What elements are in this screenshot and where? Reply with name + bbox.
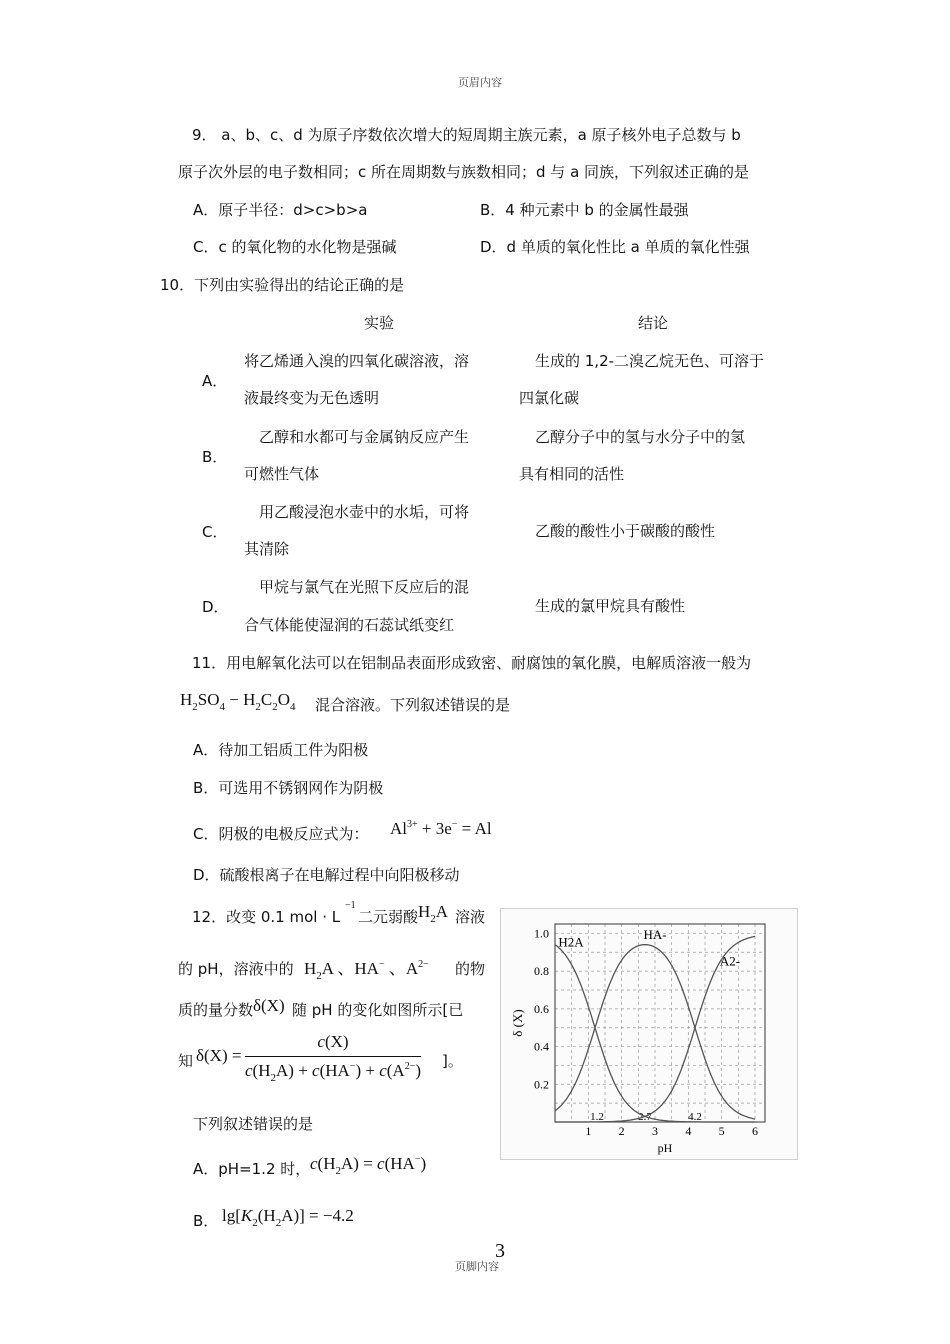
q9-option-d: D．d 单质的氧化性比 a 单质的氧化性强: [480, 238, 750, 256]
x-tick-label: 4.2: [688, 1111, 702, 1123]
chart-y-label: δ (X): [510, 1009, 525, 1037]
speciation-chart: [500, 908, 798, 1160]
y-tick-label: 1.0: [534, 926, 549, 941]
x-tick-label: 2.7: [638, 1111, 652, 1123]
q10-row-b-label: B．: [202, 448, 228, 466]
q12-line4b: ]。: [442, 1052, 463, 1070]
series-label-a2: A2-: [719, 953, 741, 969]
q9-line1: 9． a、b、c、d 为原子序数依次增大的短周期主族元素，a 原子核外电子总数与 b: [192, 126, 741, 144]
x-tick-label: 2: [618, 1124, 625, 1138]
q11-option-a: A．待加工铝质工件为阳极: [193, 741, 369, 759]
q10-row-a-exp1: 将乙烯通入溴的四氧化碳溶液，溶: [244, 352, 470, 370]
q9-option-b: B．4 种元素中 b 的金属性最强: [480, 201, 689, 219]
q10-row-c-exp1: 用乙酸浸泡水壶中的水垢，可将: [259, 503, 470, 521]
q10-row-c-con1: 乙酸的酸性小于碳酸的酸性: [535, 522, 716, 540]
q12-line3b: 随 pH 的变化如图所示[已: [292, 1001, 464, 1019]
q10-row-a-label: A．: [202, 372, 228, 390]
q9-option-c: C．c 的氧化物的水化物是强碱: [193, 238, 397, 256]
page-header: 页眉内容: [458, 76, 502, 89]
q12-delta-fraction: $\frac{c(X)}{c(H_2A) + c(HA^-) + c(A^{2-})}$: [245, 1032, 421, 1084]
q11-option-d: D．硫酸根离子在电解过程中向阳极移动: [193, 866, 460, 884]
q12-option-a-equation: $c(H_2A) = c(HA^-)$: [310, 1154, 427, 1177]
q11-electrolyte-formula: $H_2SO_4 - H_2C_2O_4$: [180, 690, 296, 713]
q10-row-b-con1: 乙醇分子中的氢与水分子中的氢: [535, 428, 746, 446]
q10-col-conclusion: 结论: [638, 314, 669, 332]
q12-species-formula: $H_2A$ 、HA− 、$A^{2-}$: [304, 959, 429, 982]
q10-row-b-con2: 具有相同的活性: [519, 465, 625, 483]
q11-option-c: C．阴极的电极反应式为：: [193, 825, 369, 843]
q12-option-b: B．: [193, 1212, 219, 1230]
q10-row-b-exp1: 乙醇和水都可与金属钠反应产生: [259, 428, 470, 446]
q11-line1: 11．用电解氧化法可以在铝制品表面形成致密、耐腐蚀的氧化膜，电解质溶液一般为: [192, 654, 752, 672]
q12-unit-exp: −1: [345, 900, 356, 911]
q12-option-b-equation: $\lg[K_2(H_2A)] = -4.2$: [222, 1206, 354, 1229]
q11-line2-tail: 混合溶液。下列叙述错误的是: [315, 696, 511, 714]
q10-row-d-con1: 生成的氯甲烷具有酸性: [535, 597, 686, 615]
q10-row-a-exp2: 液最终变为无色透明: [244, 389, 380, 407]
page-footer: 页脚内容: [455, 1260, 499, 1273]
q10-row-b-exp2: 可燃性气体: [244, 465, 320, 483]
y-tick-label: 0.6: [534, 1001, 549, 1016]
x-tick-label-extra: 1.2: [590, 1111, 604, 1123]
q11-option-c-equation: $Al^{3+} + 3e^- = Al$: [390, 819, 492, 838]
q10-row-d-exp1: 甲烷与氯气在光照下反应后的混: [259, 578, 470, 596]
q10-stem: 10．下列由实验得出的结论正确的是: [160, 276, 405, 294]
q10-row-a-con1: 生成的 1,2-二溴乙烷无色、可溶于: [535, 352, 765, 370]
q12-delta-def-lhs: δ(X) =: [196, 1046, 242, 1065]
q12-line3a: 质的量分数: [178, 1001, 254, 1019]
x-tick-label: 1: [585, 1124, 592, 1138]
q10-col-experiment: 实验: [364, 314, 395, 332]
q12-line1c: 溶液: [455, 908, 486, 926]
q9-line2: 原子次外层的电子数相同；c 所在周期数与族数相同；d 与 a 同族，下列叙述正确的是: [178, 163, 750, 181]
q10-row-a-con2: 四氯化碳: [519, 389, 580, 407]
q12-h2a-formula: $H_2A$: [418, 902, 449, 925]
y-tick-label: 0.2: [534, 1077, 549, 1092]
q12-line5: 下列叙述错误的是: [193, 1115, 314, 1133]
series-label-ha: HA-: [643, 927, 667, 943]
x-tick-label: 3: [652, 1124, 658, 1138]
series-label-h2a: H2A: [558, 934, 584, 950]
page-number: 3: [495, 1240, 505, 1262]
q12-line1b: 二元弱酸: [358, 908, 419, 926]
q10-row-d-label: D．: [202, 598, 229, 616]
y-tick-label: 0.4: [534, 1039, 549, 1054]
q10-row-c-label: C．: [202, 523, 228, 541]
chart-x-label: pH: [657, 1141, 673, 1155]
q11-option-b: B．可选用不锈钢网作为阴极: [193, 779, 384, 797]
q10-row-d-exp2: 合气体能使湿润的石蕊试纸变红: [244, 616, 455, 634]
x-tick-label: 6: [752, 1124, 758, 1138]
q12-line2a: 的 pH，溶液中的: [178, 960, 294, 978]
q12-option-a: A．pH=1.2 时，: [193, 1160, 311, 1178]
q9-option-a: A．原子半径：d>c>b>a: [193, 201, 368, 219]
q12-line1a: 12．改变 0.1 mol · L: [192, 908, 341, 926]
x-tick-label: 4: [685, 1124, 692, 1138]
y-tick-label: 0.8: [534, 964, 549, 979]
q12-delta-symbol: δ(X): [253, 996, 285, 1015]
q12-line4a: 知: [178, 1052, 194, 1070]
x-tick-label: 5: [718, 1124, 725, 1138]
q12-line2b: 的物: [455, 960, 486, 978]
q10-row-c-exp2: 其清除: [244, 540, 290, 558]
